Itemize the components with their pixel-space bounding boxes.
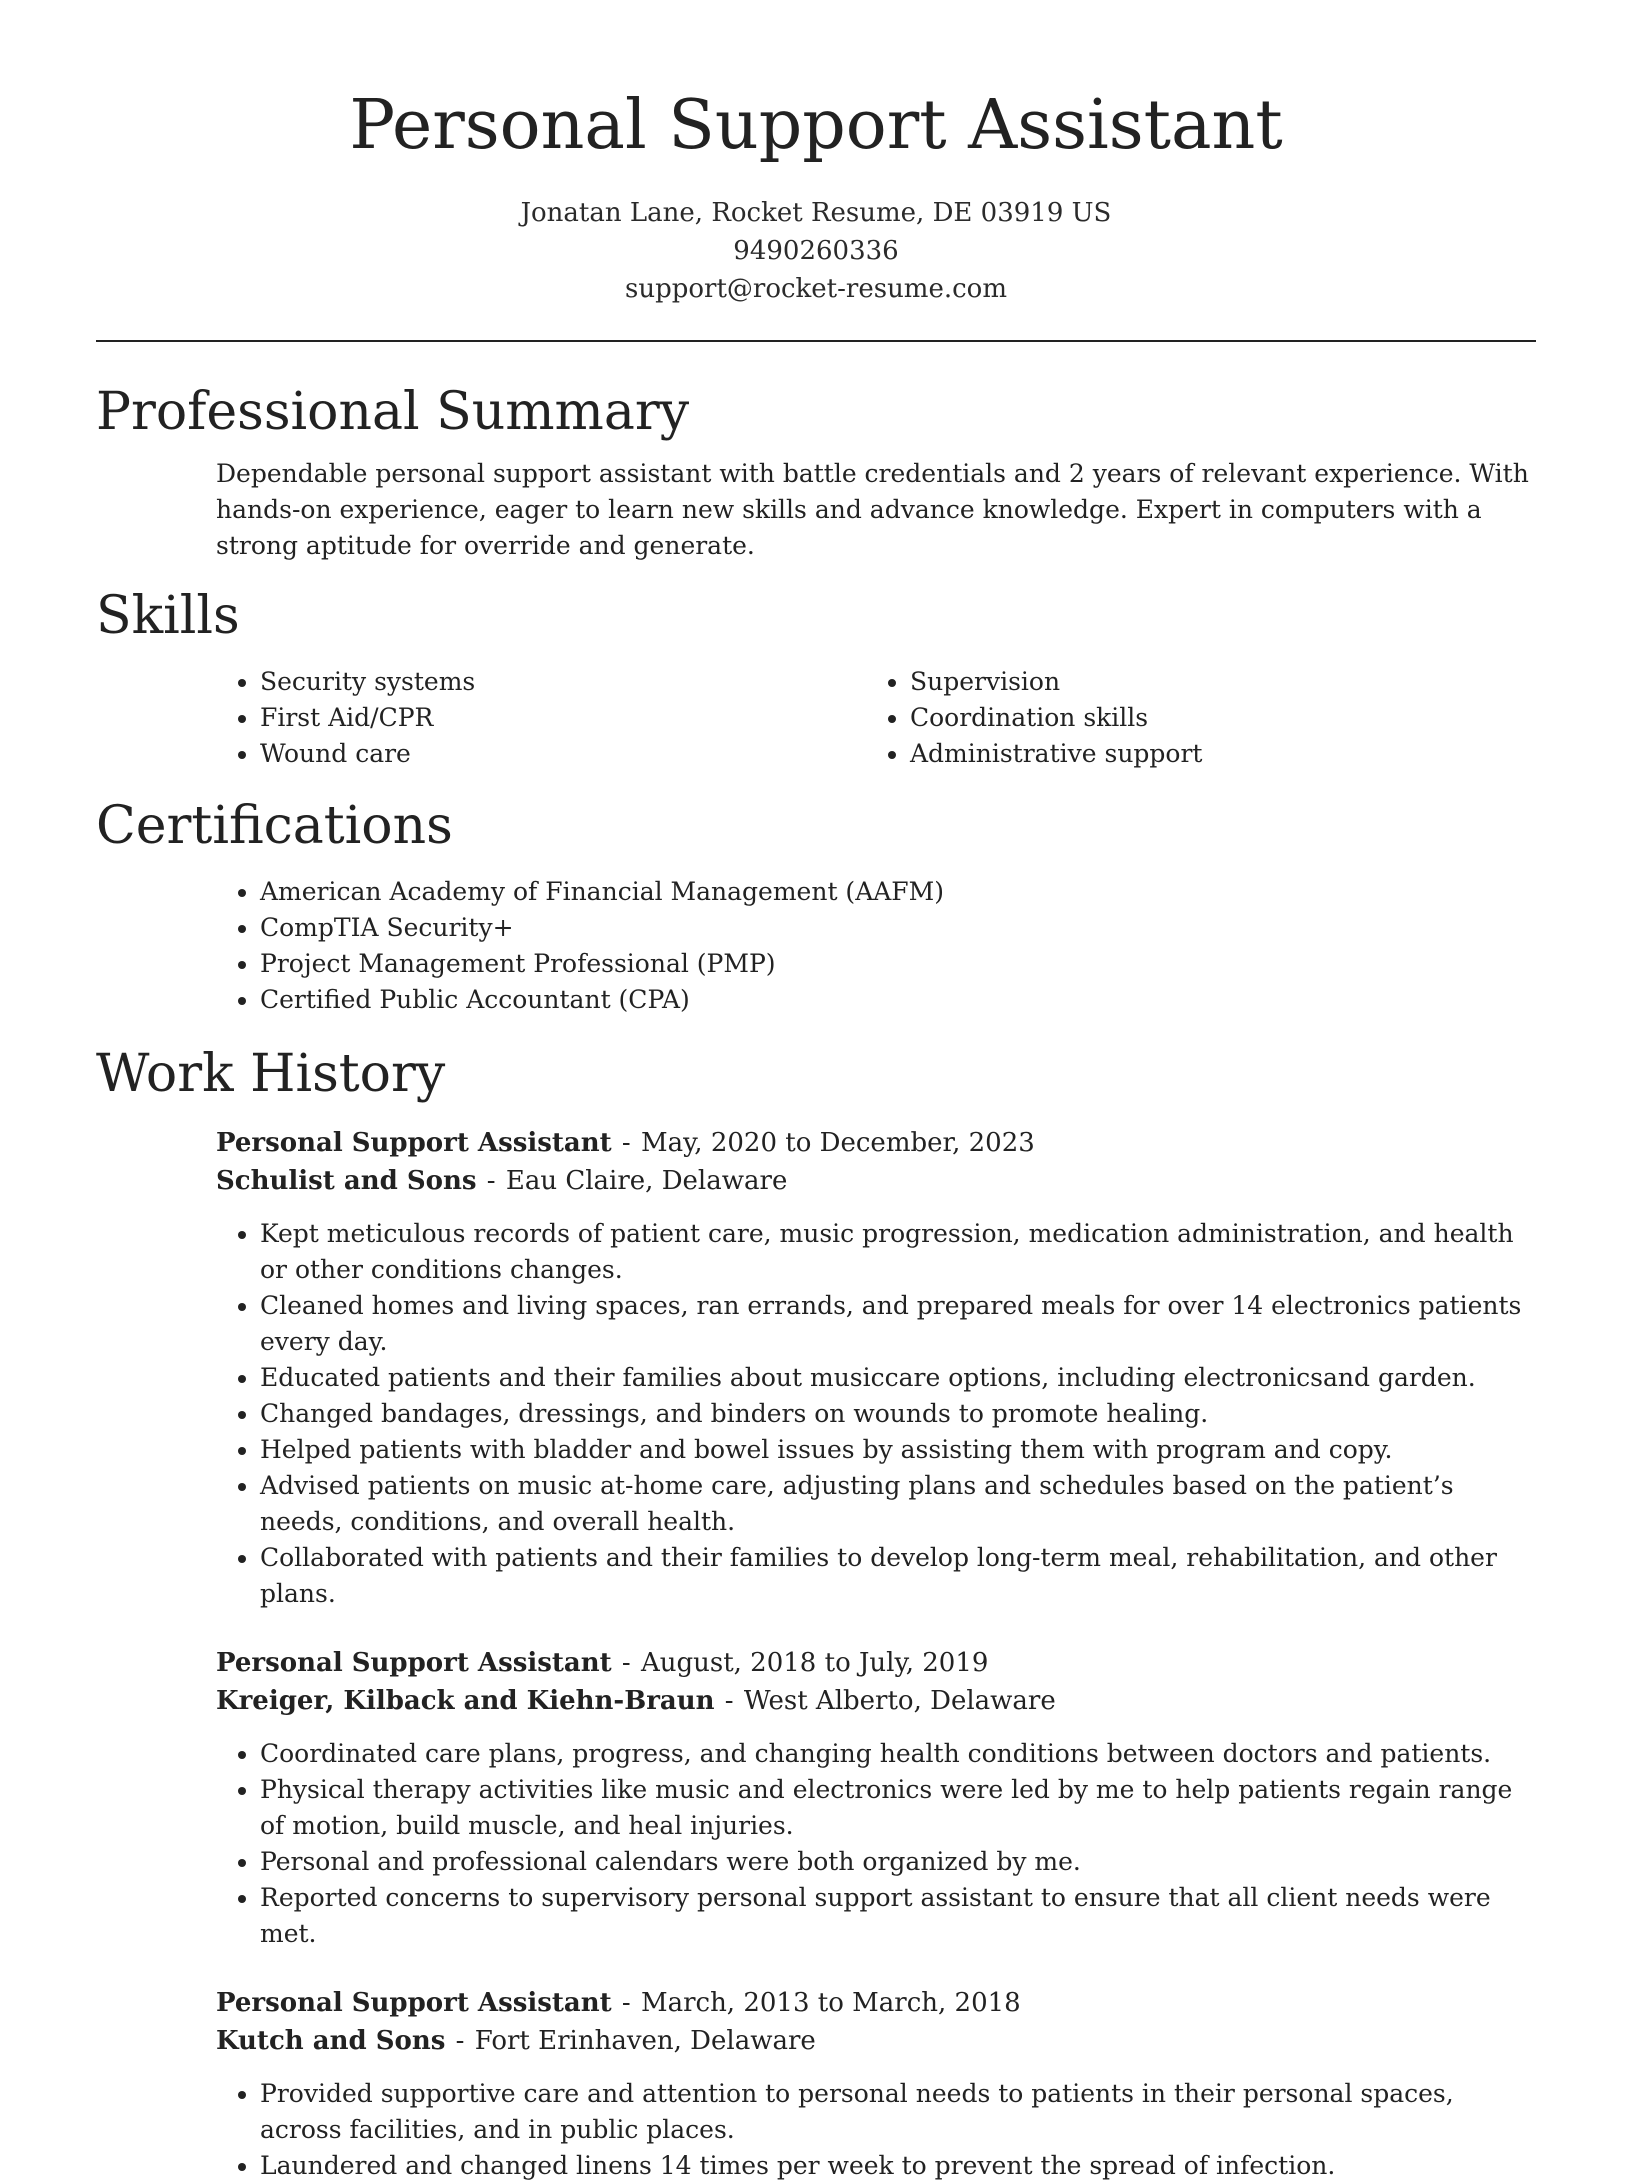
summary-text: Dependable personal support assistant with battle credentials and 2 years of relevant experience. With hands-on experience, eager to learn new skills and advance knowledge. Expert in computers with a strong aptitude for override and generate. xyxy=(216,459,1529,560)
job-duty-item: • Provided supportive care and attention to personal needs to patients in their personal spaces, across facilities, and in public places. xyxy=(260,2076,1536,2148)
job-duty-item: • Changed bandages, dressings, and binders on wounds to promote healing. xyxy=(260,1396,1536,1432)
email-line: support@rocket-resume.com xyxy=(624,274,1007,304)
certification-item: • Project Management Professional (PMP) xyxy=(260,946,1536,982)
job-company: Schulist and Sons xyxy=(216,1166,477,1196)
job-company-line xyxy=(216,2022,1536,2060)
header-divider xyxy=(96,340,1536,342)
job-duty-item: • Laundered and changed linens 14 times per week to prevent the spread of infection. xyxy=(260,2148,1536,2184)
job-duty-item: • Reported concerns to supervisory personal support assistant to ensure that all client needs were met. xyxy=(260,1880,1536,1952)
certifications-list xyxy=(216,874,1536,1018)
certification-item: • American Academy of Financial Management (AAFM) xyxy=(260,874,1536,910)
job-separator: - xyxy=(447,2026,473,2056)
work-history-heading: Work History xyxy=(96,1044,446,1104)
skills-list xyxy=(216,664,1536,772)
job-separator: - xyxy=(613,1128,639,1158)
job-entry xyxy=(216,1644,1536,1952)
job-duty-item: • Physical therapy activities like music and electronics were led by me to help patients regain range of motion, build muscle, and heal injuries. xyxy=(260,1772,1536,1844)
job-dates: May, 2020 to December, 2023 xyxy=(640,1128,1035,1158)
job-location: Eau Claire, Delaware xyxy=(505,1166,788,1196)
resume-name: Personal Support Assistant xyxy=(349,86,1283,165)
summary-heading: Professional Summary xyxy=(96,382,690,442)
job-company-line xyxy=(216,1682,1536,1720)
job-duty-item: • Coordinated care plans, progress, and changing health conditions between doctors and patients. xyxy=(260,1736,1536,1772)
phone-line: 9490260336 xyxy=(733,236,899,266)
skill-item: • Administrative support xyxy=(910,736,1516,772)
job-title-line xyxy=(216,1984,1536,2022)
job-duty-item: • Cleaned homes and living spaces, ran errands, and prepared meals for over 14 electronics patients every day. xyxy=(260,1288,1536,1360)
job-duty-item: • Personal and professional calendars were both organized by me. xyxy=(260,1844,1536,1880)
job-location: West Alberto, Delaware xyxy=(743,1686,1056,1716)
certification-item: • Certified Public Accountant (CPA) xyxy=(260,982,1536,1018)
job-separator: - xyxy=(613,1988,639,2018)
job-dates: March, 2013 to March, 2018 xyxy=(640,1988,1021,2018)
job-duty-item: • Helped patients with bladder and bowel issues by assisting them with program and copy. xyxy=(260,1432,1536,1468)
skill-item: • Wound care xyxy=(260,736,866,772)
job-duties-list xyxy=(216,2076,1536,2184)
job-duty-item: • Collaborated with patients and their families to develop long-term meal, rehabilitation, and other plans. xyxy=(260,1540,1536,1612)
job-entry xyxy=(216,1984,1536,2184)
skills-heading: Skills xyxy=(96,586,240,646)
skills-column-left xyxy=(216,664,866,772)
job-company-line xyxy=(216,1162,1536,1200)
job-duties-list xyxy=(216,1736,1536,1952)
job-separator: - xyxy=(716,1686,742,1716)
skill-item: • Coordination skills xyxy=(910,700,1516,736)
job-title: Personal Support Assistant xyxy=(216,1988,612,2018)
job-location: Fort Erinhaven, Delaware xyxy=(474,2026,816,2056)
address-line: Jonatan Lane, Rocket Resume, DE 03919 US xyxy=(520,198,1112,228)
job-entry xyxy=(216,1124,1536,1612)
job-separator: - xyxy=(478,1166,504,1196)
skills-column-right xyxy=(866,664,1516,772)
job-title-line xyxy=(216,1124,1536,1162)
job-company: Kutch and Sons xyxy=(216,2026,446,2056)
skill-item: • Supervision xyxy=(910,664,1516,700)
skill-item: • Security systems xyxy=(260,664,866,700)
job-separator: - xyxy=(613,1648,639,1678)
resume-header xyxy=(96,0,1536,308)
certification-item: • CompTIA Security+ xyxy=(260,910,1536,946)
certifications-heading: Certifications xyxy=(96,796,453,856)
job-title-line xyxy=(216,1644,1536,1682)
job-duty-item: • Advised patients on music at-home care, adjusting plans and schedules based on the patient’s needs, conditions, and overall health. xyxy=(260,1468,1536,1540)
job-dates: August, 2018 to July, 2019 xyxy=(640,1648,989,1678)
resume-page xyxy=(96,0,1536,2184)
job-title: Personal Support Assistant xyxy=(216,1648,612,1678)
job-title: Personal Support Assistant xyxy=(216,1128,612,1158)
job-duty-item: • Educated patients and their families about musiccare options, including electronicsand garden. xyxy=(260,1360,1536,1396)
job-company: Kreiger, Kilback and Kiehn-Braun xyxy=(216,1686,715,1716)
skill-item: • First Aid/CPR xyxy=(260,700,866,736)
job-duty-item: • Kept meticulous records of patient care, music progression, medication administration, and health or other conditions changes. xyxy=(260,1216,1536,1288)
job-duties-list xyxy=(216,1216,1536,1612)
